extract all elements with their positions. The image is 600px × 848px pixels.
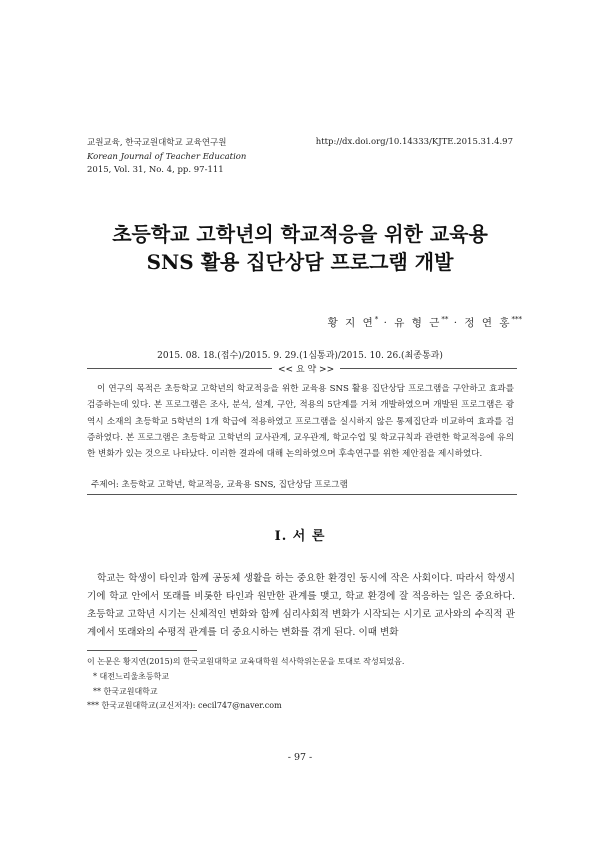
footnote-2: ** 한국교원대학교 bbox=[93, 686, 158, 696]
keywords: 주제어: 초등학교 고학년, 학교적응, 교육용 SNS, 집단상담 프로그램 bbox=[91, 480, 348, 490]
footnote-1: * 대전느리울초등학교 bbox=[93, 671, 170, 681]
author-3: 정 연 홍 bbox=[464, 317, 512, 329]
doi-link[interactable]: http://dx.doi.org/10.14333/KJTE.2015.31.4.97 bbox=[315, 137, 513, 147]
author-1-mark: * bbox=[374, 315, 379, 324]
author-line bbox=[328, 315, 522, 330]
footnote-0: 이 논문은 황지연(2015)의 한국교원대학교 교육대학원 석사학위논문을 토대로 작성되었음. bbox=[87, 657, 405, 666]
footnote-rule bbox=[87, 650, 197, 651]
section-heading: Ⅰ. 서 론 bbox=[274, 529, 326, 544]
author-2: 유 형 근 bbox=[394, 317, 442, 329]
author-1: 황 지 연 bbox=[327, 317, 375, 329]
volume-line: 2015, Vol. 31, No. 4, pp. 97-111 bbox=[87, 165, 224, 175]
abstract-label: << 요 약 >> bbox=[272, 362, 340, 375]
author-3-mark: *** bbox=[511, 315, 522, 324]
author-separator: · bbox=[378, 317, 395, 329]
footnote-3: *** 한국교원대학교(교신저자): cecil747@naver.com bbox=[87, 701, 282, 711]
footnotes bbox=[87, 655, 404, 714]
author-2-mark: ** bbox=[441, 315, 449, 324]
abstract-bottom-rule bbox=[87, 494, 517, 495]
author-separator: · bbox=[448, 317, 465, 329]
body-paragraph: 학교는 학생이 타인과 함께 공동체 생활을 하는 중요한 환경인 동시에 작은 사회이다. 따라서 학생시기에 학교 안에서 또래를 비롯한 타인과 원만한 관계를 맺고, 학교 환경에 잘 적응하는 일은 중요하다. 초등학교 고학년 시기는 신체적인 변화와 함께 심리사회적 변화가 시작되는 시기로 교사와의 수직적 관계에서 또래와의 수평적 관계를 더 중요시하는 변화를 겪게 된다. 이때 변화 bbox=[87, 573, 515, 638]
institution-line: 교원교육, 한국교원대학교 교육연구원 bbox=[87, 138, 227, 148]
abstract-text: 이 연구의 목적은 초등학교 고학년의 학교적응을 위한 교육용 SNS 활용 집단상담 프로그램을 구안하고 효과를 검증하는데 있다. 본 프로그램은 조사, 분석, 설계, 구안, 적용의 5단계를 거쳐 개발하였으며 개발된 프로그램은 광역시 소재의 초등학교 5학년의 1개 학급에 적용하였고 프로그램을 실시하지 않은 통제집단과 비교하여 효과를 검증하였다. 본 프로그램은 초등학교 고학년의 교사관계, 교우관계, 학교수업 및 학교규칙과 관련한 학교적응에 유의한 변화가 있는 것으로 나타났다. 이러한 결과에 대해 논의하였으며 후속연구를 위한 제안점을 제시하였다. bbox=[87, 384, 515, 460]
journal-name: Korean Journal of Teacher Education bbox=[87, 151, 247, 162]
page-number: - 97 - bbox=[287, 752, 313, 763]
paper-title-line-2: SNS 활용 집단상담 프로그램 개발 bbox=[146, 250, 454, 274]
submission-dates: 2015. 08. 18.(접수)/2015. 9. 29.(1심통과)/2015. 10. 26.(최종통과) bbox=[157, 351, 443, 361]
paper-title-line-1: 초등학교 고학년의 학교적응을 위한 교육용 bbox=[112, 222, 488, 246]
journal-header bbox=[87, 137, 246, 178]
